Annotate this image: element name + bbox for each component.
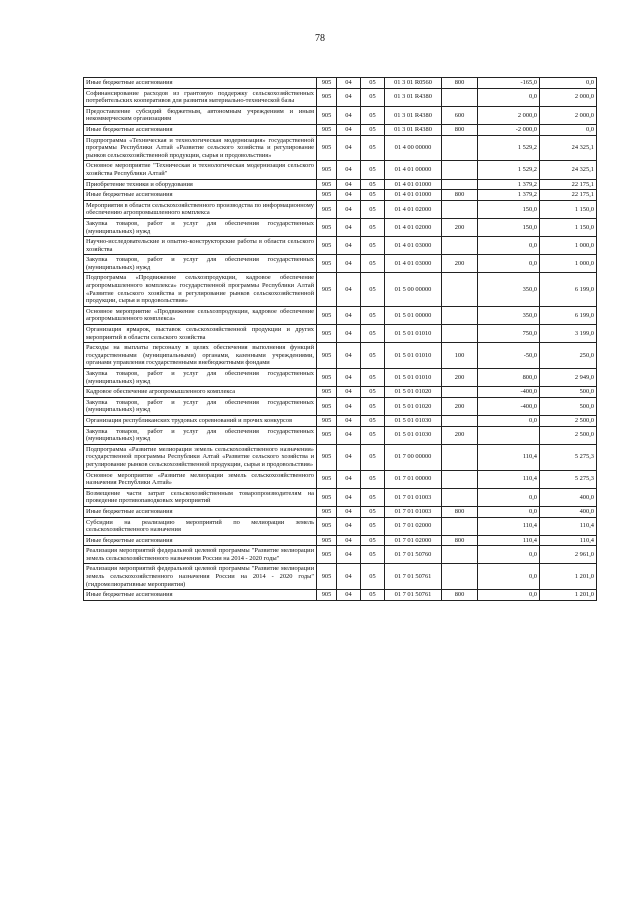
section-code-cell: 04 [337,488,361,506]
target-article-cell: 01 4 01 01000 [385,179,442,190]
item-name-cell: Организация ярмарок, выставок сельскохозяйственной продукции и других мероприятий в области сельского хозяйства [84,325,317,343]
target-article-cell: 01 5 01 01010 [385,369,442,387]
department-code-cell: 905 [317,415,337,426]
amount-change-cell: 0,0 [478,255,540,273]
expense-type-cell [442,470,478,488]
section-code-cell: 04 [337,88,361,106]
amount-change-cell: 110,4 [478,470,540,488]
item-name-cell: Иные бюджетные ассигнования [84,506,317,517]
department-code-cell: 905 [317,397,337,415]
expense-type-cell: 800 [442,190,478,201]
amount-total-cell: 110,4 [540,517,597,535]
section-code-cell: 04 [337,200,361,218]
amount-change-cell: 1 529,2 [478,161,540,179]
subsection-code-cell: 05 [361,426,385,444]
target-article-cell: 01 3 01 R4380 [385,88,442,106]
table-row [84,88,597,106]
table-row [84,200,597,218]
expense-type-cell [442,564,478,590]
amount-change-cell: -50,0 [478,343,540,369]
table-row [84,190,597,201]
subsection-code-cell: 05 [361,387,385,398]
amount-total-cell: 2 500,0 [540,426,597,444]
item-name-cell: Иные бюджетные ассигнования [84,590,317,601]
subsection-code-cell: 05 [361,106,385,124]
amount-change-cell: 0,0 [478,590,540,601]
item-name-cell: Закупка товаров, работ и услуг для обеспечения государственных (муниципальных) нужд [84,369,317,387]
expense-type-cell [442,415,478,426]
table-row [84,124,597,135]
subsection-code-cell: 05 [361,488,385,506]
department-code-cell: 905 [317,426,337,444]
item-name-cell: Иные бюджетные ассигнования [84,124,317,135]
target-article-cell: 01 4 01 02000 [385,200,442,218]
amount-total-cell: 22 175,1 [540,190,597,201]
item-name-cell: Мероприятия в области сельскохозяйственного производства по информационному обеспечению агропромышленного комплекса [84,200,317,218]
section-code-cell: 04 [337,78,361,89]
item-name-cell: Кадровое обеспечение агропромышленного комплекса [84,387,317,398]
department-code-cell: 905 [317,564,337,590]
department-code-cell: 905 [317,517,337,535]
section-code-cell: 04 [337,218,361,236]
amount-change-cell: 1 379,2 [478,190,540,201]
subsection-code-cell: 05 [361,218,385,236]
target-article-cell: 01 7 01 02000 [385,535,442,546]
subsection-code-cell: 05 [361,415,385,426]
amount-total-cell: 110,4 [540,535,597,546]
table-row [84,255,597,273]
subsection-code-cell: 05 [361,273,385,306]
amount-change-cell: 150,0 [478,218,540,236]
department-code-cell: 905 [317,135,337,161]
department-code-cell: 905 [317,470,337,488]
target-article-cell: 01 7 01 00000 [385,470,442,488]
subsection-code-cell: 05 [361,190,385,201]
target-article-cell: 01 4 01 01000 [385,190,442,201]
amount-change-cell: 150,0 [478,200,540,218]
table-row [84,546,597,564]
target-article-cell: 01 4 01 00000 [385,161,442,179]
amount-change-cell: 0,0 [478,415,540,426]
section-code-cell: 04 [337,590,361,601]
item-name-cell: Организация республиканских трудовых соревнований и прочих конкурсов [84,415,317,426]
department-code-cell: 905 [317,306,337,324]
section-code-cell: 04 [337,470,361,488]
amount-total-cell: 250,0 [540,343,597,369]
expense-type-cell: 200 [442,218,478,236]
amount-total-cell: 1 150,0 [540,218,597,236]
department-code-cell: 905 [317,444,337,470]
item-name-cell: Возмещение части затрат сельскохозяйственным товаропроизводителям на проведение противопаводковых мероприятий [84,488,317,506]
expense-type-cell [442,273,478,306]
subsection-code-cell: 05 [361,78,385,89]
target-article-cell: 01 3 01 R4380 [385,106,442,124]
target-article-cell: 01 7 00 00000 [385,444,442,470]
table-row [84,218,597,236]
amount-change-cell: 0,0 [478,237,540,255]
amount-total-cell: 400,0 [540,488,597,506]
subsection-code-cell: 05 [361,200,385,218]
table-row [84,506,597,517]
amount-total-cell: 2 961,0 [540,546,597,564]
section-code-cell: 04 [337,273,361,306]
amount-total-cell: 500,0 [540,397,597,415]
item-name-cell: Закупка товаров, работ и услуг для обеспечения государственных (муниципальных) нужд [84,218,317,236]
subsection-code-cell: 05 [361,369,385,387]
department-code-cell: 905 [317,546,337,564]
expense-type-cell [442,387,478,398]
target-article-cell: 01 3 01 R0560 [385,78,442,89]
expense-type-cell: 800 [442,78,478,89]
subsection-code-cell: 05 [361,306,385,324]
subsection-code-cell: 05 [361,506,385,517]
amount-total-cell: 24 325,1 [540,135,597,161]
expense-type-cell: 600 [442,106,478,124]
table-row [84,106,597,124]
expense-type-cell [442,200,478,218]
amount-total-cell: 1 000,0 [540,237,597,255]
subsection-code-cell: 05 [361,343,385,369]
section-code-cell: 04 [337,506,361,517]
expense-type-cell: 800 [442,535,478,546]
item-name-cell: Субсидии на реализацию мероприятий по мелиорации земель сельскохозяйственного назначения [84,517,317,535]
table-row [84,397,597,415]
section-code-cell: 04 [337,255,361,273]
target-article-cell: 01 5 01 01030 [385,426,442,444]
department-code-cell: 905 [317,255,337,273]
section-code-cell: 04 [337,415,361,426]
amount-change-cell: 0,0 [478,88,540,106]
expense-type-cell: 200 [442,255,478,273]
subsection-code-cell: 05 [361,535,385,546]
item-name-cell: Софинансирование расходов из грантовую поддержку сельскохозяйственных потребительских кооперативов для развития материально-технической базы [84,88,317,106]
table-row [84,343,597,369]
department-code-cell: 905 [317,535,337,546]
expense-type-cell: 800 [442,124,478,135]
table-row [84,237,597,255]
table-row [84,78,597,89]
department-code-cell: 905 [317,78,337,89]
section-code-cell: 04 [337,444,361,470]
amount-total-cell: 5 275,3 [540,470,597,488]
amount-change-cell: 110,4 [478,444,540,470]
expense-type-cell [442,444,478,470]
expense-type-cell [442,325,478,343]
department-code-cell: 905 [317,325,337,343]
amount-change-cell: 350,0 [478,273,540,306]
target-article-cell: 01 7 01 50761 [385,564,442,590]
department-code-cell: 905 [317,590,337,601]
target-article-cell: 01 5 01 01010 [385,325,442,343]
expense-type-cell [442,488,478,506]
target-article-cell: 01 3 01 R4380 [385,124,442,135]
target-article-cell: 01 7 01 50760 [385,546,442,564]
department-code-cell: 905 [317,369,337,387]
expense-type-cell: 200 [442,397,478,415]
subsection-code-cell: 05 [361,397,385,415]
table-row [84,135,597,161]
table-row [84,535,597,546]
amount-total-cell: 5 275,3 [540,444,597,470]
item-name-cell: Реализация мероприятий федеральной целевой программы "Развитие мелиорации земель сельскохозяйственного назначения России на 2014 - 2020 годы" (гидромелиоративные мероприятия) [84,564,317,590]
amount-change-cell: 350,0 [478,306,540,324]
table-body [84,78,597,601]
item-name-cell: Реализация мероприятий федеральной целевой программы "Развитие мелиорации земель сельскохозяйственного назначения России на 2014 - 2020 годы" [84,546,317,564]
item-name-cell: Иные бюджетные ассигнования [84,190,317,201]
department-code-cell: 905 [317,179,337,190]
department-code-cell: 905 [317,237,337,255]
target-article-cell: 01 5 01 01030 [385,415,442,426]
amount-total-cell: 1 201,0 [540,564,597,590]
table-row [84,415,597,426]
amount-total-cell: 0,0 [540,78,597,89]
target-article-cell: 01 4 00 00000 [385,135,442,161]
item-name-cell: Иные бюджетные ассигнования [84,535,317,546]
amount-total-cell: 1 201,0 [540,590,597,601]
table-row [84,369,597,387]
table-row [84,488,597,506]
target-article-cell: 01 4 01 03000 [385,255,442,273]
section-code-cell: 04 [337,161,361,179]
subsection-code-cell: 05 [361,325,385,343]
target-article-cell: 01 5 01 01020 [385,397,442,415]
department-code-cell: 905 [317,200,337,218]
table-row [84,179,597,190]
subsection-code-cell: 05 [361,564,385,590]
target-article-cell: 01 5 01 00000 [385,306,442,324]
department-code-cell: 905 [317,88,337,106]
amount-change-cell: 1 379,2 [478,179,540,190]
amount-total-cell: 2 500,0 [540,415,597,426]
item-name-cell: Закупка товаров, работ и услуг для обеспечения государственных (муниципальных) нужд [84,426,317,444]
expense-type-cell: 200 [442,369,478,387]
amount-change-cell: -400,0 [478,397,540,415]
table-row [84,325,597,343]
department-code-cell: 905 [317,190,337,201]
item-name-cell: Основное мероприятие "Техническая и технологическая модернизация сельского хозяйства Республики Алтай" [84,161,317,179]
amount-change-cell: 110,4 [478,517,540,535]
item-name-cell: Расходы на выплаты персоналу в целях обеспечения выполнения функций государственными (муниципальными) органами, казенными учреждениями, органами управления государственными внебюджетными фондами [84,343,317,369]
expense-type-cell [442,161,478,179]
amount-total-cell: 3 199,0 [540,325,597,343]
amount-total-cell: 2 000,0 [540,88,597,106]
expense-type-cell [442,237,478,255]
item-name-cell: Закупка товаров, работ и услуг для обеспечения государственных (муниципальных) нужд [84,255,317,273]
item-name-cell: Основное мероприятие «Развитие мелиорации земель сельскохозяйственного назначения Республики Алтай» [84,470,317,488]
section-code-cell: 04 [337,106,361,124]
table-row [84,444,597,470]
amount-change-cell: 0,0 [478,564,540,590]
section-code-cell: 04 [337,179,361,190]
item-name-cell: Иные бюджетные ассигнования [84,78,317,89]
item-name-cell: Приобретение техники и оборудования [84,179,317,190]
table-row [84,517,597,535]
amount-total-cell: 1 000,0 [540,255,597,273]
section-code-cell: 04 [337,535,361,546]
section-code-cell: 04 [337,135,361,161]
department-code-cell: 905 [317,387,337,398]
amount-change-cell: 1 529,2 [478,135,540,161]
target-article-cell: 01 7 01 02000 [385,517,442,535]
expense-type-cell [442,88,478,106]
amount-total-cell: 6 199,0 [540,306,597,324]
department-code-cell: 905 [317,124,337,135]
expense-type-cell [442,306,478,324]
amount-change-cell: 110,4 [478,535,540,546]
amount-change-cell: 0,0 [478,546,540,564]
subsection-code-cell: 05 [361,179,385,190]
amount-total-cell: 1 150,0 [540,200,597,218]
department-code-cell: 905 [317,343,337,369]
department-code-cell: 905 [317,218,337,236]
amount-total-cell: 24 325,1 [540,161,597,179]
section-code-cell: 04 [337,564,361,590]
expense-type-cell [442,179,478,190]
section-code-cell: 04 [337,546,361,564]
target-article-cell: 01 5 01 01020 [385,387,442,398]
department-code-cell: 905 [317,273,337,306]
table-row [84,470,597,488]
subsection-code-cell: 05 [361,135,385,161]
item-name-cell: Подпрограмма «Техническая и технологическая модернизация» государственной программы Республики Алтай «Развитие сельского хозяйства и регулирование рынков сельскохозяйственной продукции, сырья и продовольствия» [84,135,317,161]
section-code-cell: 04 [337,343,361,369]
target-article-cell: 01 7 01 01003 [385,506,442,517]
subsection-code-cell: 05 [361,124,385,135]
section-code-cell: 04 [337,190,361,201]
amount-change-cell: 0,0 [478,506,540,517]
table-row [84,161,597,179]
subsection-code-cell: 05 [361,237,385,255]
amount-total-cell: 2 949,0 [540,369,597,387]
amount-change-cell: 750,0 [478,325,540,343]
budget-table [83,77,597,601]
target-article-cell: 01 4 01 03000 [385,237,442,255]
amount-change-cell: -165,0 [478,78,540,89]
item-name-cell: Научно-исследовательские и опытно-конструкторские работы в области сельского хозяйства [84,237,317,255]
section-code-cell: 04 [337,369,361,387]
amount-change-cell: 0,0 [478,488,540,506]
subsection-code-cell: 05 [361,88,385,106]
section-code-cell: 04 [337,387,361,398]
target-article-cell: 01 4 01 02000 [385,218,442,236]
subsection-code-cell: 05 [361,517,385,535]
target-article-cell: 01 7 01 50761 [385,590,442,601]
section-code-cell: 04 [337,426,361,444]
expense-type-cell [442,517,478,535]
item-name-cell: Подпрограмма «Развитие мелиорации земель сельскохозяйственного назначения» государственной программы Республики Алтай «Развитие сельского хозяйства и регулирование рынков сельскохозяйственной продукции, сырья и продовольствия» [84,444,317,470]
target-article-cell: 01 5 00 00000 [385,273,442,306]
amount-change-cell: 2 000,0 [478,106,540,124]
page-number: 78 [315,33,325,44]
section-code-cell: 04 [337,517,361,535]
section-code-cell: 04 [337,237,361,255]
section-code-cell: 04 [337,397,361,415]
amount-total-cell: 22 175,1 [540,179,597,190]
table-row [84,590,597,601]
amount-change-cell [478,426,540,444]
expense-type-cell: 200 [442,426,478,444]
amount-total-cell: 0,0 [540,124,597,135]
amount-total-cell: 2 000,0 [540,106,597,124]
expense-type-cell: 800 [442,506,478,517]
subsection-code-cell: 05 [361,470,385,488]
expense-type-cell: 800 [442,590,478,601]
expense-type-cell: 100 [442,343,478,369]
amount-change-cell: 800,0 [478,369,540,387]
amount-change-cell: -2 000,0 [478,124,540,135]
subsection-code-cell: 05 [361,546,385,564]
subsection-code-cell: 05 [361,161,385,179]
table-row [84,387,597,398]
amount-total-cell: 500,0 [540,387,597,398]
section-code-cell: 04 [337,325,361,343]
item-name-cell: Подпрограмма «Продвижение сельхозпродукции, кадровое обеспечение агропромышленного комплекса» государственной программы Республики Алтай «Развитие сельского хозяйства и регулирование рынков сельскохозяйственной продукции, сырья и продовольствия» [84,273,317,306]
section-code-cell: 04 [337,124,361,135]
table-row [84,426,597,444]
target-article-cell: 01 7 01 01003 [385,488,442,506]
amount-change-cell: -400,0 [478,387,540,398]
table-row [84,564,597,590]
table-row [84,306,597,324]
table-row [84,273,597,306]
department-code-cell: 905 [317,506,337,517]
item-name-cell: Закупка товаров, работ и услуг для обеспечения государственных (муниципальных) нужд [84,397,317,415]
amount-total-cell: 6 199,0 [540,273,597,306]
item-name-cell: Основное мероприятие «Продвижение сельхозпродукции, кадровое обеспечение агропромышленного комплекса» [84,306,317,324]
item-name-cell: Предоставление субсидий бюджетным, автономным учреждениям и иным некоммерческим организациям [84,106,317,124]
target-article-cell: 01 5 01 01010 [385,343,442,369]
section-code-cell: 04 [337,306,361,324]
amount-total-cell: 400,0 [540,506,597,517]
subsection-code-cell: 05 [361,590,385,601]
department-code-cell: 905 [317,488,337,506]
expense-type-cell [442,135,478,161]
subsection-code-cell: 05 [361,444,385,470]
department-code-cell: 905 [317,106,337,124]
expense-type-cell [442,546,478,564]
subsection-code-cell: 05 [361,255,385,273]
department-code-cell: 905 [317,161,337,179]
